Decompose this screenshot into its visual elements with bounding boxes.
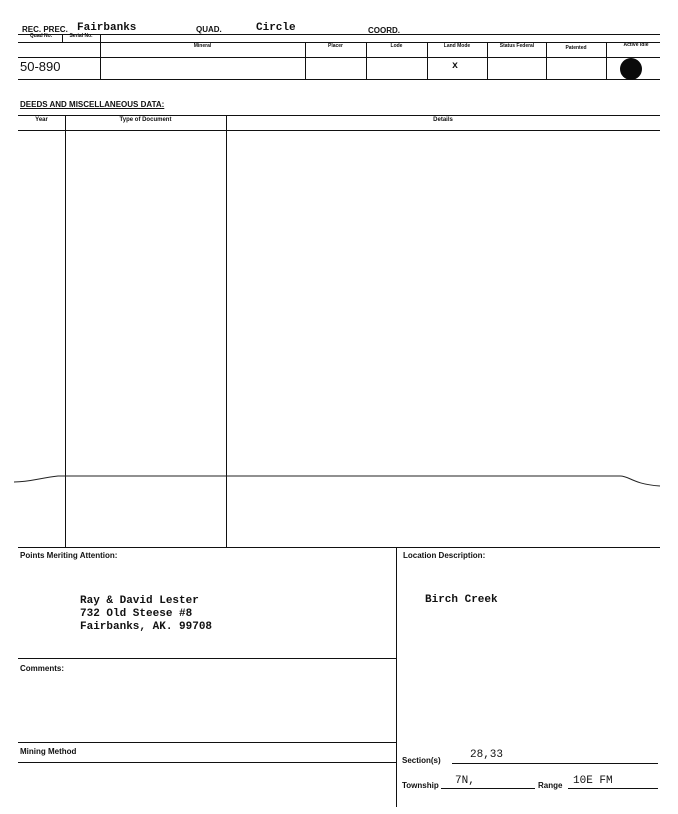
location-value: Birch Creek: [425, 594, 498, 606]
comments-label: Comments:: [20, 664, 65, 673]
quad-no-value: 50-890: [20, 59, 61, 74]
points-line-1: Ray & David Lester: [80, 595, 199, 607]
active-indicator-icon: [620, 58, 642, 80]
col-details: Details: [433, 117, 453, 123]
quad-value: Circle: [256, 22, 296, 34]
points-label: Points Meriting Attention:: [20, 551, 118, 560]
col-placer: Placer: [327, 43, 343, 49]
range-value: 10E FM: [573, 775, 613, 787]
range-label: Range: [538, 781, 563, 790]
township-value: 7N,: [455, 775, 475, 787]
deeds-section-title: DEEDS AND MISCELLANEOUS DATA:: [20, 100, 165, 109]
points-line-3: Fairbanks, AK. 99708: [80, 621, 213, 633]
sections-value: 28,33: [470, 749, 504, 761]
col-lode: Lode: [390, 43, 403, 49]
sections-label: Section(s): [402, 756, 441, 765]
range-line: [568, 788, 658, 789]
location-label: Location Description:: [403, 551, 486, 560]
col-year: Year: [35, 117, 48, 123]
land-mode-mark: x: [452, 61, 459, 72]
rec-prec-label: REC. PREC.: [22, 25, 68, 34]
col-type-of-document: Type of Document: [119, 117, 172, 123]
points-line-2: 732 Old Steese #8: [80, 608, 193, 620]
township-line: [441, 788, 535, 789]
rec-prec-value: Fairbanks: [77, 22, 137, 34]
col-serial-no: Serial No.: [69, 33, 93, 39]
quad-label: QUAD.: [196, 25, 222, 34]
mining-method-label: Mining Method: [20, 747, 77, 756]
col-land-mode: Land Mode: [443, 43, 471, 49]
township-label: Township: [402, 781, 439, 790]
col-active-idle: Active Idle: [623, 42, 649, 48]
coord-label: COORD.: [368, 26, 400, 35]
col-patented: Patented: [565, 45, 587, 51]
col-mineral: Mineral: [193, 43, 212, 49]
page-fold-line: [0, 470, 678, 500]
col-status-federal: Status Federal: [499, 43, 535, 49]
sections-line: [452, 763, 658, 764]
col-quad-no: Quad No.: [29, 33, 53, 39]
